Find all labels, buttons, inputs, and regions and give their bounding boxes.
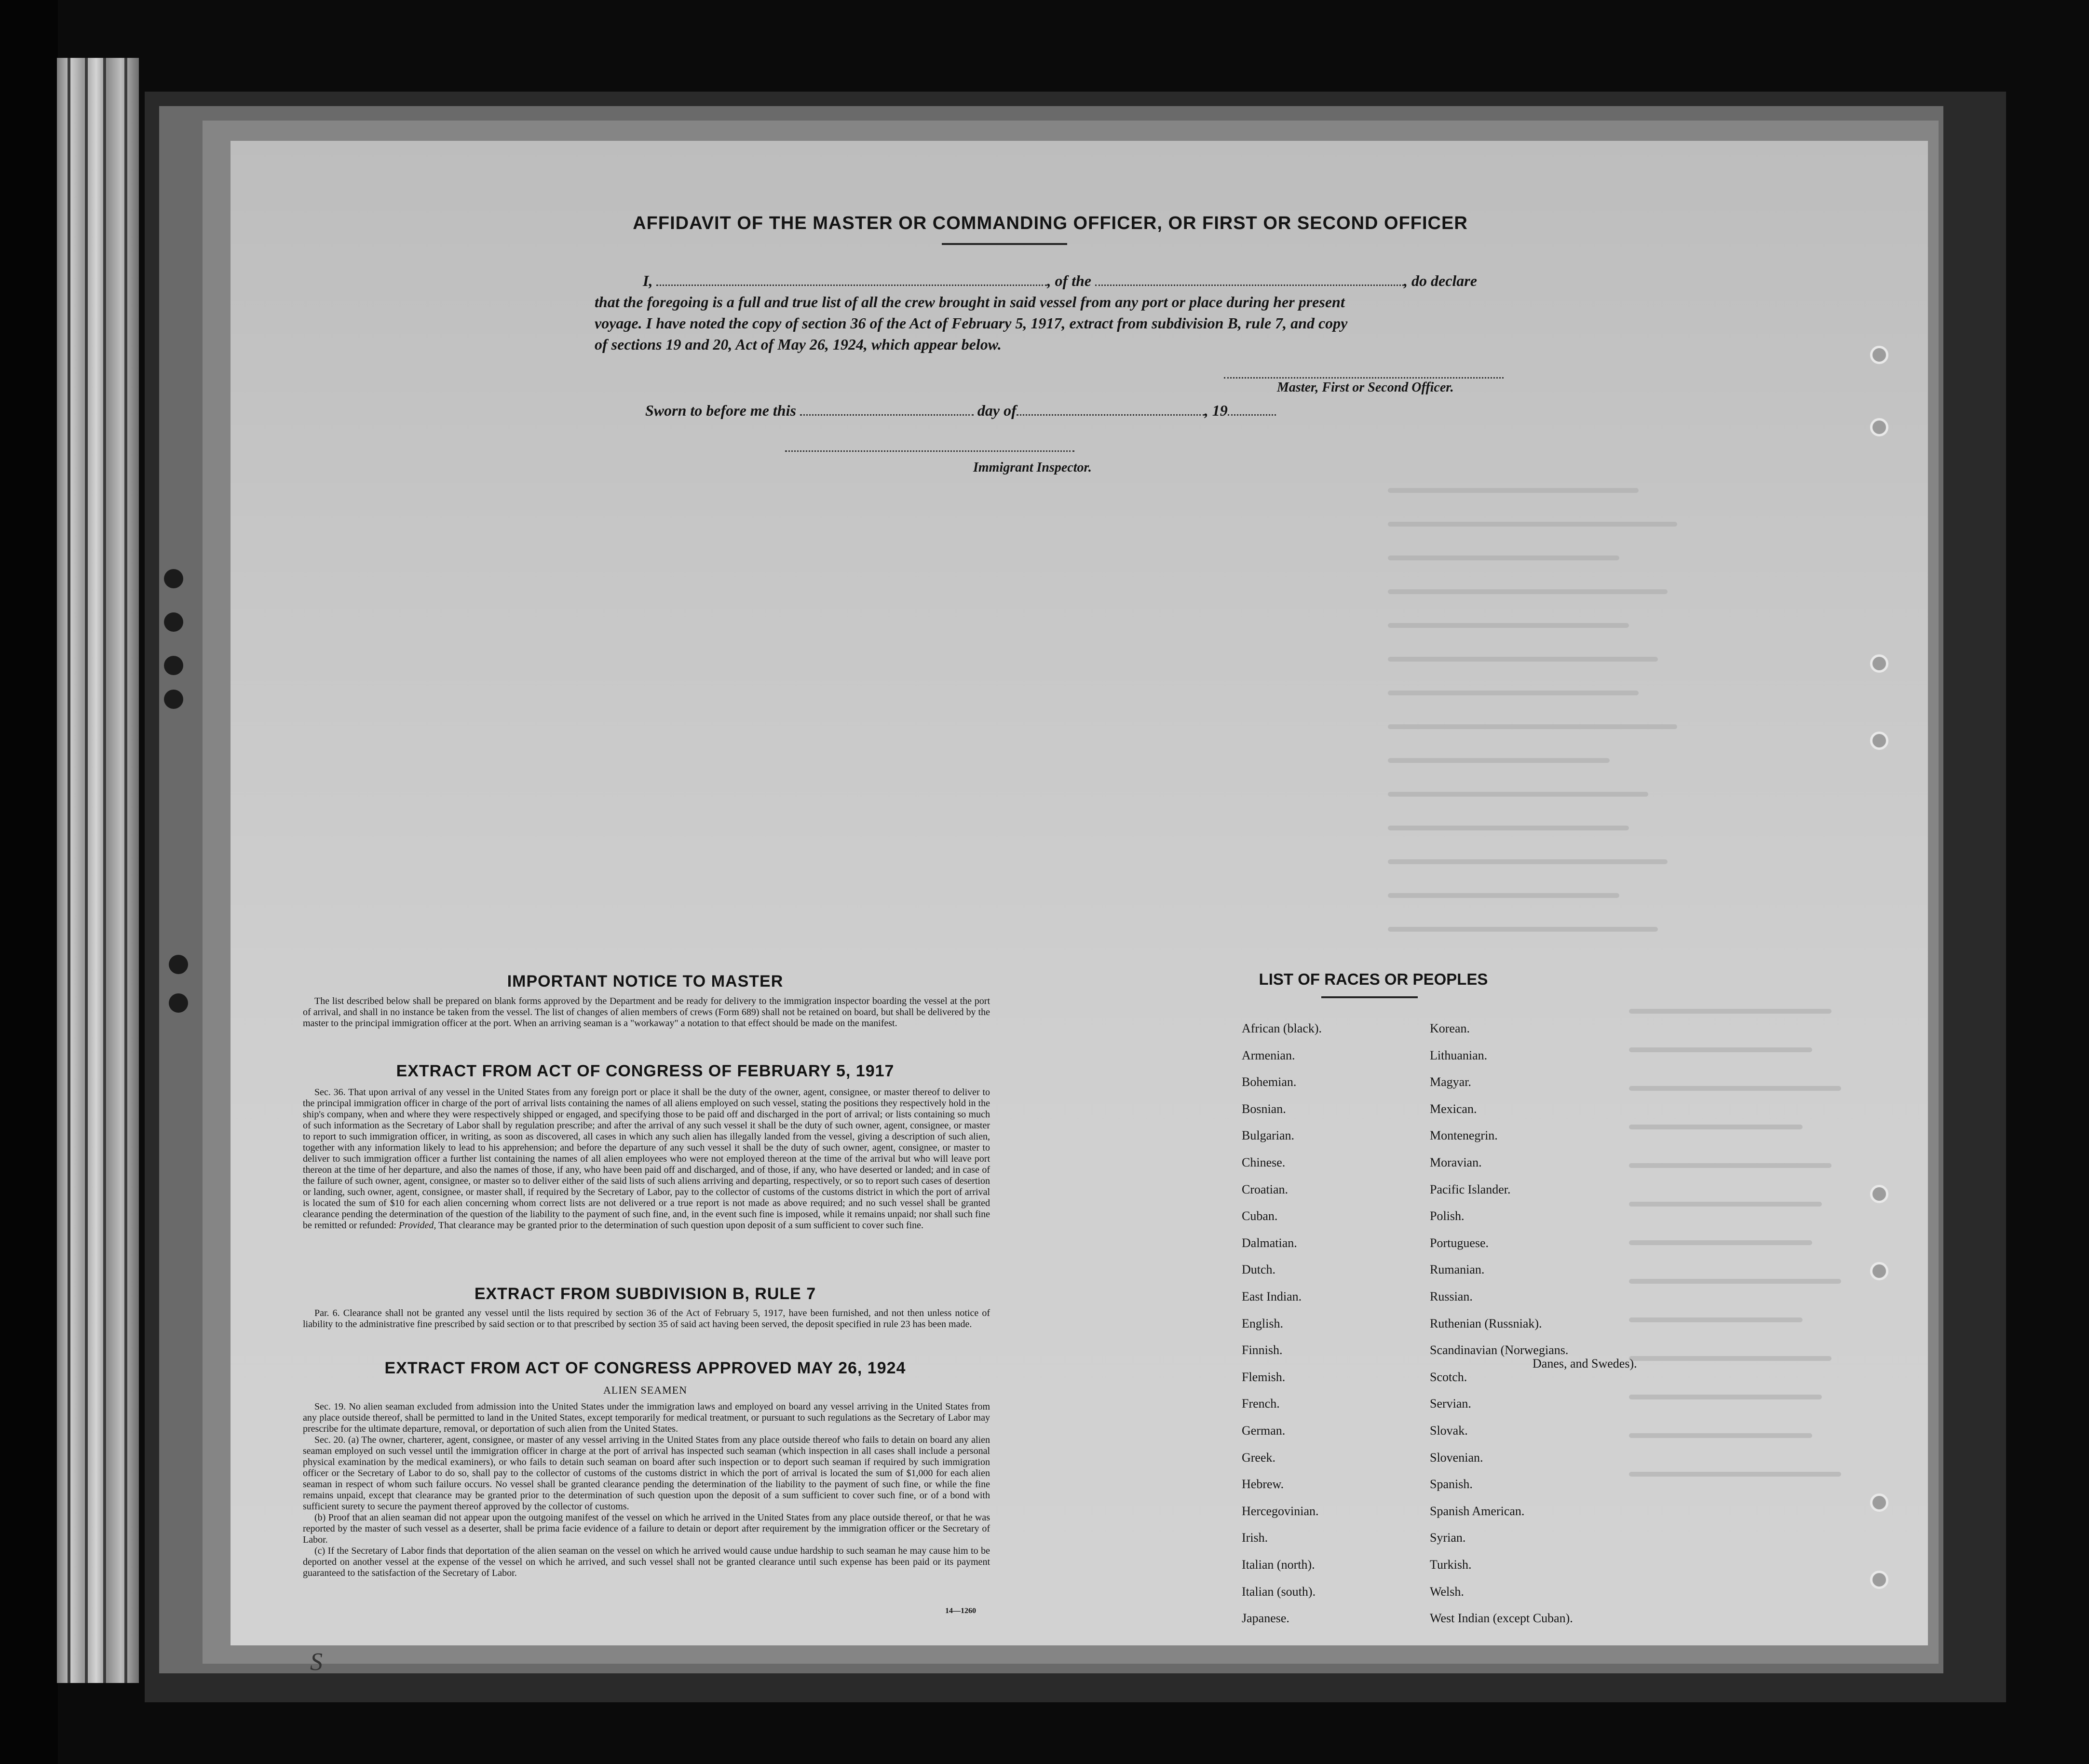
- race-item: Hebrew.: [1242, 1477, 1284, 1492]
- name-blank[interactable]: [656, 271, 1047, 286]
- binder-ring: [1870, 418, 1888, 436]
- punch-hole: [164, 612, 183, 632]
- inspector-signature-line[interactable]: [785, 450, 1074, 452]
- vessel-blank[interactable]: [1095, 271, 1404, 286]
- inspector-signature-caption: Immigrant Inspector.: [973, 460, 1092, 475]
- race-item: Japanese.: [1242, 1611, 1289, 1626]
- race-item: Portuguese.: [1430, 1235, 1489, 1250]
- race-item: Spanish American.: [1430, 1504, 1525, 1518]
- race-item: Slovak.: [1430, 1424, 1468, 1438]
- race-item: Turkish.: [1430, 1558, 1472, 1572]
- binder-ring: [1870, 346, 1888, 364]
- affidavit-declare-label: , do declare: [1404, 272, 1477, 289]
- section-text: (b) Proof that an alien seaman did not appear upon the outgoing manifest of the vessel on which he arrived in the United States from any place outside thereof, or that he was reported by the master of such vessel as a deserter, shall be prima facie evidence of a failure to detain or deport after requirement by the immigration officer or the Secretary of Labor.: [303, 1512, 990, 1545]
- races-title: LIST OF RACES OR PEOPLES: [1259, 970, 1488, 988]
- race-item: Spanish.: [1430, 1477, 1473, 1492]
- notice-body: [303, 996, 990, 1029]
- section-text: The owner, charterer, agent, consignee, or master of any vessel arriving in the United States from any place outside thereof who fails to detain on board any alien seaman employed on such vessel until the immigration officer in charge at the port of arrival has inspected such seaman (which inspection in all cases shall include a personal physical examination by the medical examiners), or who fails to detain such seaman on board after such inspection or to deport such seaman if required by such immigration officer or the Secretary of Labor to do so, shall pay to the collector of customs of the customs district in which the port of arrival is located the sum of $1,000 for each alien seaman in respect of whom such failure occurs. No vessel shall be granted clearance pending the determination of the liability to the payment of such fine, or while the fine remains unpaid, except that clearance may be granted prior to the determination of such question upon the deposit of a sum sufficient to cover such fine, or of a bond with sufficient surety to secure the payment thereof approved by the collector of customs.: [303, 1435, 990, 1512]
- section-label: Sec. 19.: [314, 1401, 346, 1412]
- race-item: Finnish.: [1242, 1343, 1283, 1357]
- alien-seamen-subtitle: ALIEN SEAMEN: [603, 1384, 687, 1396]
- day-of-label: day of: [977, 402, 1017, 419]
- proviso-text: That clearance may be granted prior to the determination of such question upon deposit of a sum sufficient to cover such fine.: [438, 1220, 924, 1231]
- notice-title: IMPORTANT NOTICE TO MASTER: [507, 972, 784, 991]
- race-item: Moravian.: [1430, 1155, 1482, 1169]
- affidavit-title: AFFIDAVIT OF THE MASTER OR COMMANDING OFFICER, OR FIRST OR SECOND OFFICER: [633, 213, 1468, 233]
- affidavit-text-line: voyage. I have noted the copy of section 36 of the Act of February 5, 1917, extract from subdivision B, rule 7, and copy: [595, 314, 1348, 332]
- race-item: Bulgarian.: [1242, 1128, 1295, 1143]
- sworn-label: Sworn to before me this: [645, 402, 796, 419]
- affidavit-of-the-label: , of the: [1047, 272, 1091, 289]
- race-item: Scandinavian (Norwegians.: [1430, 1343, 1569, 1357]
- race-item: Flemish.: [1242, 1370, 1286, 1384]
- section-label: Sec. 20. (a): [314, 1435, 359, 1445]
- race-item: Ruthenian (Russniak).: [1430, 1316, 1542, 1330]
- race-item: German.: [1242, 1424, 1286, 1438]
- title-rule: [942, 243, 1067, 245]
- proviso-label: Provided,: [398, 1220, 436, 1231]
- race-item: Russian.: [1430, 1289, 1473, 1303]
- sworn-month-blank[interactable]: [1017, 401, 1205, 416]
- race-item: Scotch.: [1430, 1370, 1467, 1384]
- race-item: Hercegovinian.: [1242, 1504, 1319, 1518]
- race-item: French.: [1242, 1397, 1280, 1411]
- race-item: Italian (north).: [1242, 1558, 1315, 1572]
- rule7-paragraph: Par. 6. Clearance shall not be granted any vessel until the lists required by section 36 of the Act of February 5, 1917, have been furnished, and not then unless notice of liability to the administrative fine prescribed by said section or to that prescribed by section 35 of said act having been served, the deposit specified in rule 23 has been made.: [303, 1308, 990, 1330]
- section-label: Sec. 36.: [314, 1087, 346, 1098]
- race-item: Rumanian.: [1430, 1262, 1485, 1277]
- race-item: Greek.: [1242, 1450, 1276, 1465]
- manifest-back-page: [231, 141, 1928, 1676]
- extract-1917-title: EXTRACT FROM ACT OF CONGRESS OF FEBRUARY 5, 1917: [396, 1062, 895, 1080]
- race-item: Pacific Islander.: [1430, 1182, 1511, 1196]
- pencil-mark: S: [310, 1648, 323, 1676]
- race-item: Magyar.: [1430, 1075, 1471, 1089]
- binder-ring: [1870, 654, 1888, 673]
- race-item: Danes, and Swedes).: [1533, 1357, 1637, 1371]
- race-item: Welsh.: [1430, 1584, 1464, 1599]
- master-signature-caption: Master, First or Second Officer.: [1277, 380, 1454, 395]
- race-item: Croatian.: [1242, 1182, 1289, 1196]
- section-text: No alien seaman excluded from admission into the United States under the immigration laws and employed on board any vessel arriving in the United States from any place outside thereof, shall be permitted to land in the United States, except temporarily for medical treatment, or pursuant to such regulations as the Secretary of Labor may prescribe for the ultimate departure, removal, or deportation of such alien from the United States.: [303, 1401, 990, 1434]
- extract-1924-body: [303, 1401, 990, 1579]
- race-item: Syrian.: [1430, 1531, 1466, 1545]
- section-text: That upon arrival of any vessel in the United States from any foreign port or place it shall be the duty of the owner, agent, consignee, or master thereof to deliver to the principal immigration officer in charge of the port of arrival lists containing the names of all aliens employed on such vessel, stating the positions they respectively hold in the ship's company, when and where they were respectively shipped or engaged, and specifying those to be paid off and discharged in the port of arrival; or lists containing so much of such information as the Secretary of Labor shall by regulation prescribe; and after the arrival of any such vessel it shall be the duty of such owner, agent, consignee, or master to report to such immigration officer, in writing, as soon as discovered, all cases in which any such alien has illegally landed from the vessel, giving a description of such alien, together with any information likely to lead to his apprehension; and before the departure of any such vessel it shall be the duty of such owner, agent, consignee, or master to deliver to such immigration officer a further list containing the names of all alien employees who were not employed thereon at the time of the arrival but who will leave port thereon at the time of her departure, and also the names of those, if any, who have been paid off and discharged, and of those, if any, who have deserted or landed; and in case of the failure of such owner, agent, consignee, or master so to deliver either of the said lists of such aliens arriving and departing, respectively, or so to report such cases of desertion or landing, such owner, agent, consignee, or master shall, if required by the Secretary of Labor, pay to the collector of customs of the customs district in which the port of arrival is located the sum of $10 for each alien concerning whom correct lists are not delivered or a true report is not made as above required; and no such vessel shall be granted clearance pending the determination of the question of the liability to the payment of such fine, and, in the event such fine is imposed, while it remains unpaid; nor shall such fine be remitted or refunded:: [303, 1087, 990, 1231]
- race-item: Bohemian.: [1242, 1075, 1297, 1089]
- sworn-line: [645, 401, 1276, 420]
- punch-hole: [164, 690, 183, 709]
- extract-rule7-body: [303, 1308, 990, 1330]
- binder-ring: [1870, 732, 1888, 750]
- race-item: Armenian.: [1242, 1048, 1295, 1062]
- race-item: Chinese.: [1242, 1155, 1286, 1169]
- sworn-day-blank[interactable]: [800, 401, 974, 416]
- affidavit-text-line: that the foregoing is a full and true list of all the crew brought in said vessel from any port or place during her present: [595, 293, 1345, 311]
- extract-rule7-title: EXTRACT FROM SUBDIVISION B, RULE 7: [474, 1285, 816, 1303]
- punch-hole: [164, 656, 183, 675]
- race-item: East Indian.: [1242, 1289, 1302, 1303]
- race-item: Lithuanian.: [1430, 1048, 1488, 1062]
- binder-ring: [1870, 1493, 1888, 1512]
- race-item: Polish.: [1430, 1209, 1465, 1223]
- race-item: Irish.: [1242, 1531, 1268, 1545]
- year-label: , 19: [1204, 402, 1228, 419]
- race-item: Cuban.: [1242, 1209, 1278, 1223]
- race-item: Dutch.: [1242, 1262, 1276, 1277]
- form-number: 14—1260: [945, 1607, 976, 1615]
- punch-hole: [169, 955, 188, 974]
- race-item: Servian.: [1430, 1397, 1471, 1411]
- race-item: African (black).: [1242, 1021, 1322, 1035]
- extract-1924-title: EXTRACT FROM ACT OF CONGRESS APPROVED MAY 26, 1924: [384, 1359, 906, 1377]
- affidavit-text-line: of sections 19 and 20, Act of May 26, 1924, which appear below.: [595, 336, 1002, 353]
- race-item: Slovenian.: [1430, 1450, 1483, 1465]
- punch-hole: [169, 993, 188, 1013]
- scanner-background: [0, 0, 58, 1764]
- race-item: West Indian (except Cuban).: [1430, 1611, 1573, 1626]
- affidavit-declaration-line: [643, 270, 1583, 291]
- punch-hole: [164, 569, 183, 588]
- binding-edge: [57, 58, 139, 1683]
- binder-ring: [1870, 1262, 1888, 1280]
- race-item: Montenegrin.: [1430, 1128, 1498, 1143]
- race-item: Mexican.: [1430, 1101, 1477, 1116]
- race-item: Italian (south).: [1242, 1584, 1316, 1599]
- sworn-year-blank[interactable]: [1228, 401, 1276, 416]
- extract-1917-body: [303, 1087, 990, 1231]
- affidavit-i-label: I,: [643, 272, 653, 289]
- section-text: (c) If the Secretary of Labor finds that deportation of the alien seaman on the vessel on which he arrived would cause undue hardship to such seaman he may cause him to be deported on another vessel at the expense of the vessel on which he arrived, and such vessel shall not be granted clearance until such expense has been paid or its payment guaranteed to the satisfaction of the Secretary of Labor.: [303, 1546, 990, 1578]
- binder-ring: [1870, 1185, 1888, 1203]
- notice-paragraph: The list described below shall be prepared on blank forms approved by the Department and be ready for delivery to the immigration inspector boarding the vessel at the port of arrival, and shall in no instance be taken from the vessel. The list of changes of alien members of crews (Form 689) shall not be retained on board, but shall be delivered by the master to the principal immigration officer at the port. When an arriving seaman is a "workaway" a notation to that effect should be made on the manifest.: [303, 996, 990, 1029]
- binder-ring: [1870, 1571, 1888, 1589]
- race-item: Korean.: [1430, 1021, 1470, 1035]
- title-rule: [1321, 996, 1418, 998]
- master-signature-line[interactable]: [1224, 377, 1504, 379]
- race-item: Dalmatian.: [1242, 1235, 1297, 1250]
- race-item: Bosnian.: [1242, 1101, 1286, 1116]
- race-item: English.: [1242, 1316, 1283, 1330]
